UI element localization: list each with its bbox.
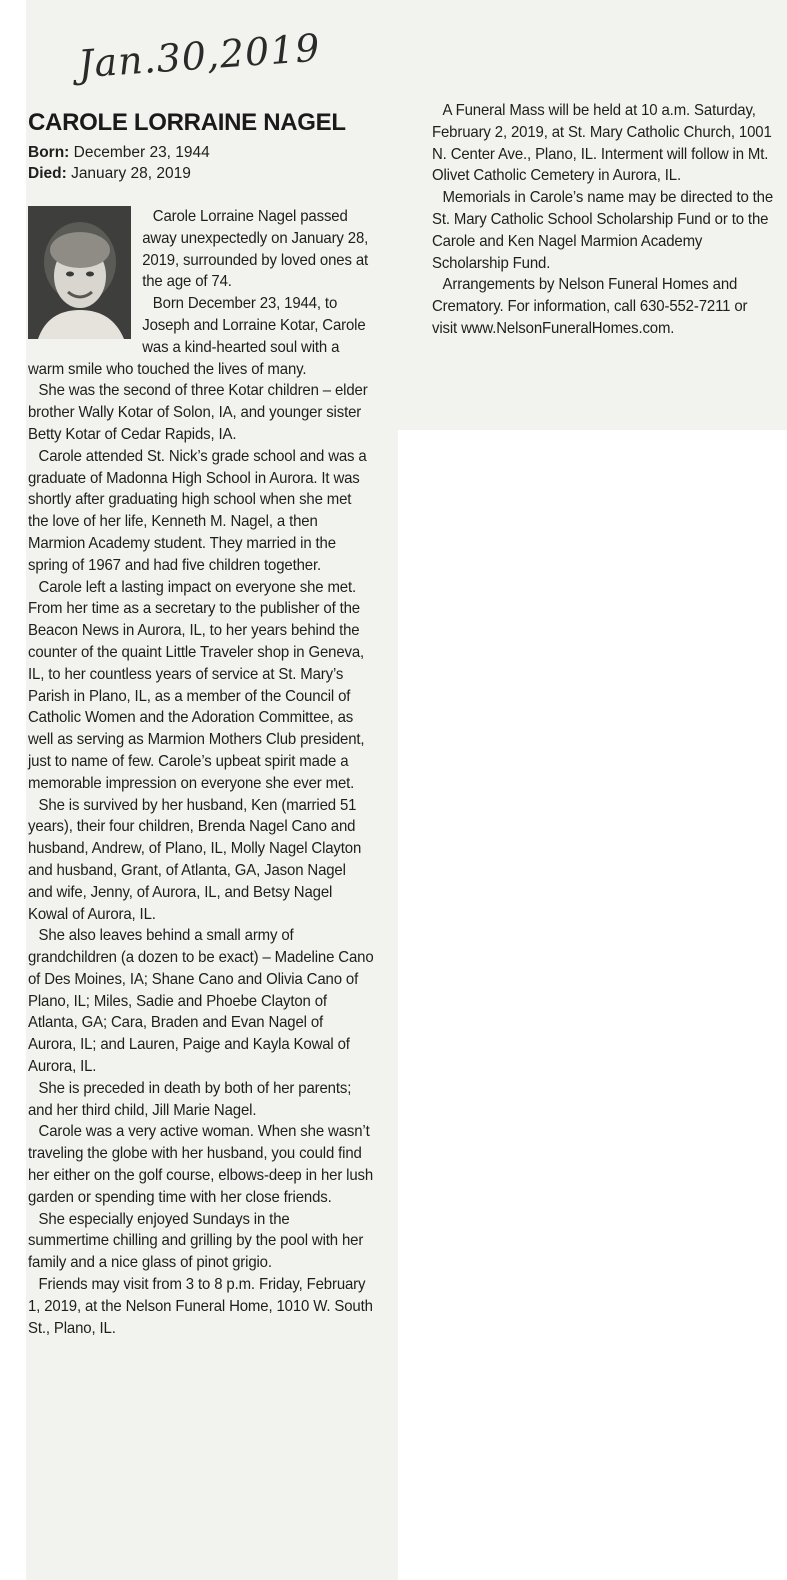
born-date: December 23, 1944: [73, 144, 210, 161]
died-line: [28, 163, 374, 184]
obituary-body: [28, 206, 374, 1339]
funeral-mass-paragraph: A Funeral Mass will be held at 10 a.m. Saturday, February 2, 2019, at St. Mary Catholic Church, 1001 N. Center Ave., Plano, IL. Interment will follow in Mt. Olivet Catholic Cemetery in Aurora, IL.: [432, 102, 772, 185]
right-column: [432, 100, 777, 340]
memorials-paragraph: Memorials in Carole’s name may be directed to the St. Mary Catholic School Scholarship Fund or to the Carole and Ken Nagel Marmion Academy Scholarship Fund.: [432, 189, 774, 272]
left-column: [28, 108, 374, 1339]
handwritten-date: Jan.30,2019: [76, 25, 322, 87]
born-label: Born:: [28, 144, 70, 161]
paragraph: She also leaves behind a small army of grandchildren (a dozen to be exact) – Madeline Cano of Des Moines, IA; Shane Cano and Olivia Cano of Plano, IL; Miles, Sadie and Phoebe Clayton of Atlanta, GA; Cara, Braden and Evan Nagel of Aurora, IL; and Lauren, Paige and Kayla Kowal of Aurora, IL.: [28, 927, 374, 1076]
arrangements-paragraph: Arrangements by Nelson Funeral Homes and Crematory. For information, call 630-552-7211 or visit www.NelsonFuneralHomes.com.: [432, 276, 748, 337]
died-date: January 28, 2019: [71, 165, 191, 182]
paragraph: She was the second of three Kotar children – elder brother Wally Kotar of Solon, IA, and younger sister Betty Kotar of Cedar Rapids, IA.: [28, 382, 368, 443]
paragraph: She is survived by her husband, Ken (married 51 years), their four children, Brenda Nagel Cano and husband, Andrew, of Plano, IL, Molly Nagel Clayton and husband, Grant, of Atlanta, GA, Jason Nagel and wife, Jenny, of Aurora, IL, and Betsy Nagel Kowal of Aurora, IL.: [28, 796, 362, 923]
paragraph: Carole left a lasting impact on everyone she met. From her time as a secretary to the publisher of the Beacon News in Aurora, IL, to her years behind the counter of the quaint Little Traveler shop in Geneva, IL, to her countless years of service at St. Mary’s Parish in Plano, IL, as a member of the Council of Catholic Women and the Adoration Committee, as well as serving as Marmion Mothers Club president, just to name of few. Carole’s upbeat spirit made a memorable impression on everyone she ever met.: [28, 578, 365, 792]
paragraph: Born December 23, 1944, to Joseph and Lorraine Kotar, Carole was a kind-hearted soul with a warm smile who touched the lives of many.: [28, 295, 366, 378]
paragraph: Friends may visit from 3 to 8 p.m. Friday, February 1, 2019, at the Nelson Funeral Home, 1010 W. South St., Plano, IL.: [28, 1276, 373, 1337]
paragraph: She is preceded in death by both of her parents; and her third child, Jill Marie Nagel.: [28, 1079, 352, 1119]
born-line: [28, 142, 374, 163]
obituary-title: CAROLE LORRAINE NAGEL: [28, 109, 346, 136]
paragraph: She especially enjoyed Sundays in the summertime chilling and grilling by the pool with her family and a nice glass of pinot grigio.: [28, 1210, 364, 1272]
paragraph: Carole was a very active woman. When she wasn’t traveling the globe with her husband, you could find her either on the golf course, elbows-deep in her lush garden or spending time with her close friends.: [28, 1123, 374, 1206]
died-label: Died:: [28, 165, 67, 182]
paragraph: Carole attended St. Nick’s grade school and was a graduate of Madonna High School in Aurora. It was shortly after graduating high school when she met the love of her life, Kenneth M. Nagel, a then Marmion Academy student. They married in the spring of 1967 and had five children together.: [28, 447, 367, 574]
paragraph: Carole Lorraine Nagel passed away unexpectedly on January 28, 2019, surrounded by loved ones at the age of 74.: [142, 208, 369, 291]
